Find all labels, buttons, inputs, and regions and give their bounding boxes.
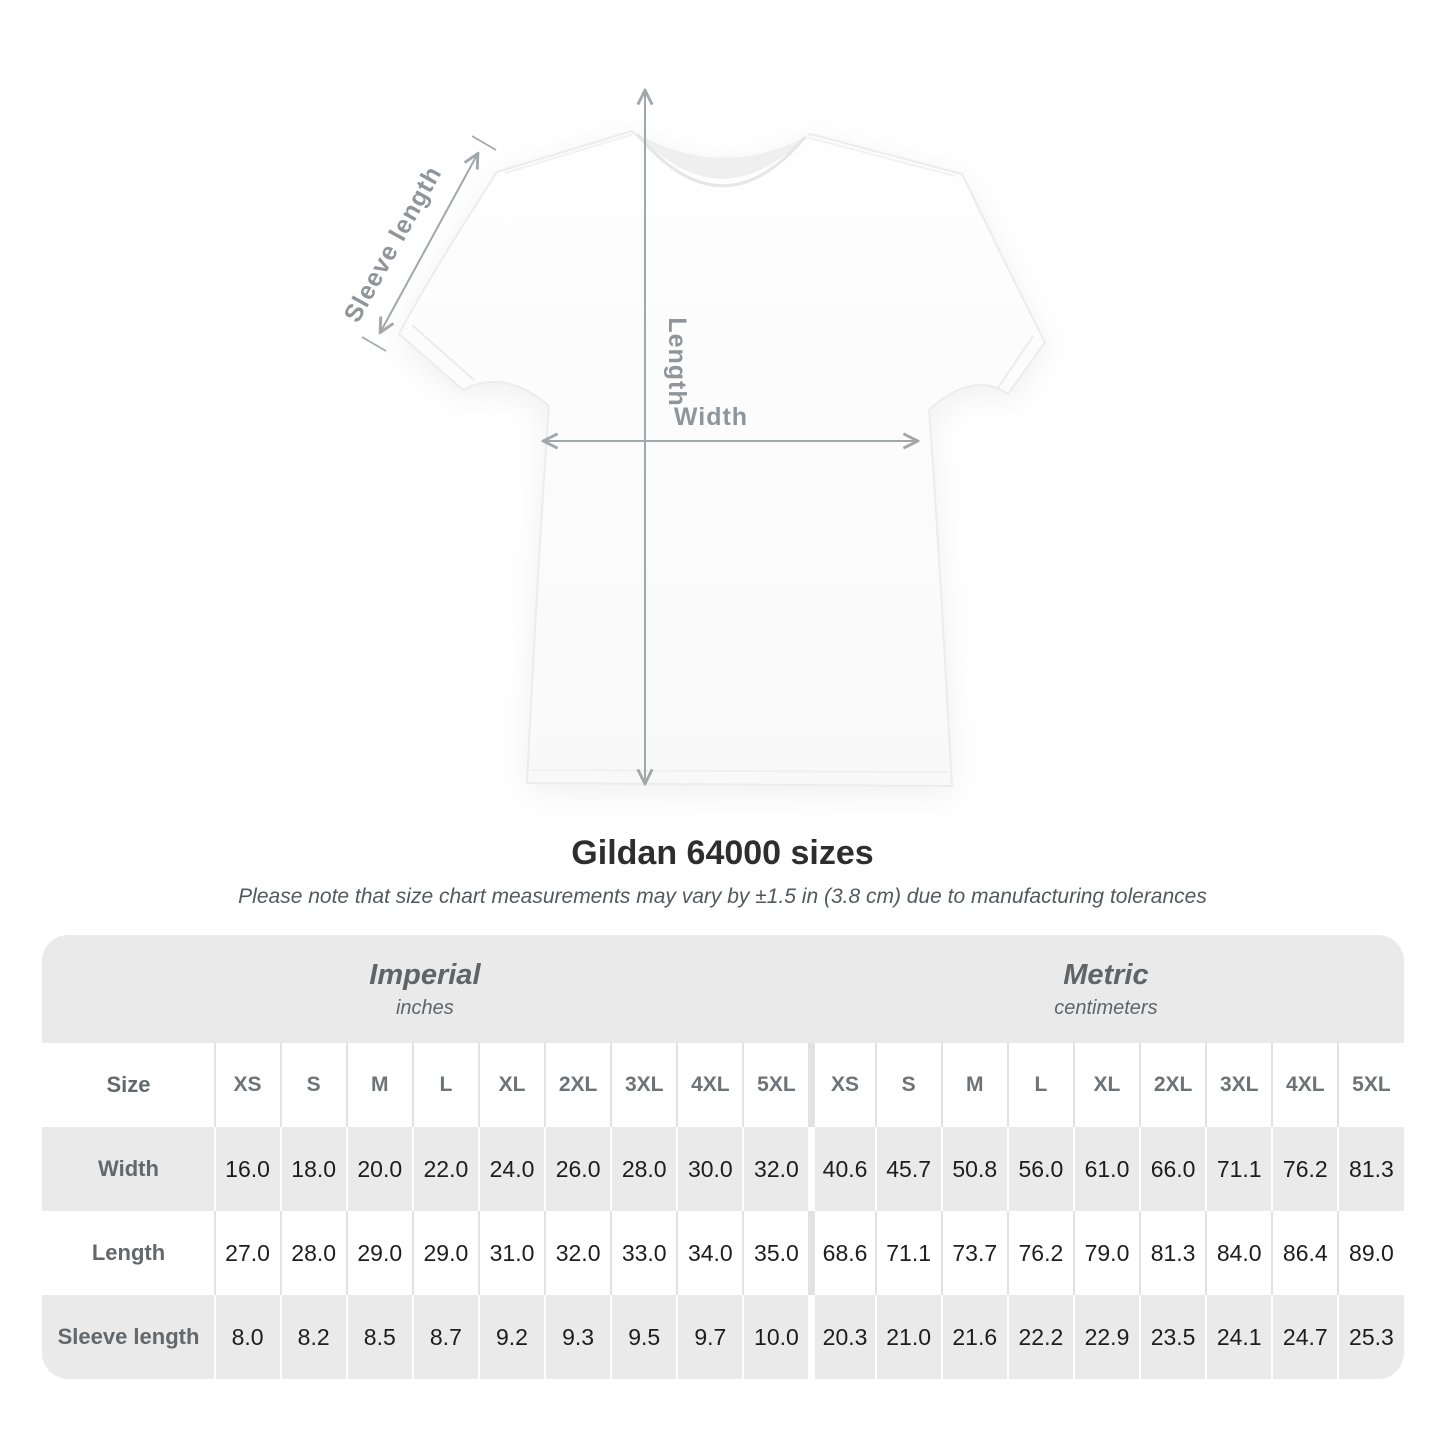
value-cell: 29.0: [346, 1211, 412, 1295]
value-cell: 20.3: [808, 1295, 874, 1379]
size-header-cell-metric-s: S: [875, 1043, 941, 1127]
value-cell: 9.7: [676, 1295, 742, 1379]
page-title: Gildan 64000 sizes: [571, 834, 874, 872]
size-header-cell-imperial-l: L: [412, 1043, 478, 1127]
value-cell: 9.3: [544, 1295, 610, 1379]
size-header-row: [42, 1043, 1404, 1127]
value-cell: 84.0: [1205, 1211, 1271, 1295]
page-subtitle: Please note that size chart measurements may vary by ±1.5 in (3.8 cm) due to manufacturing tolerances: [238, 885, 1207, 908]
value-cell: 76.2: [1271, 1127, 1337, 1211]
value-cell: 68.6: [808, 1211, 874, 1295]
value-cell: 24.1: [1205, 1295, 1271, 1379]
value-cell: 8.5: [346, 1295, 412, 1379]
table-header-band: [42, 935, 1404, 1043]
value-cell: 8.2: [280, 1295, 346, 1379]
value-cell: 22.0: [412, 1127, 478, 1211]
value-cell: 8.7: [412, 1295, 478, 1379]
row-label-cell: Length: [42, 1211, 214, 1295]
value-cell: 20.0: [346, 1127, 412, 1211]
size-header-cell-imperial-5xl: 5XL: [742, 1043, 808, 1127]
size-header-cell-metric-2xl: 2XL: [1139, 1043, 1205, 1127]
table-row-length: [42, 1211, 1404, 1295]
size-header-cell-imperial-xl: XL: [478, 1043, 544, 1127]
value-cell: 10.0: [742, 1295, 808, 1379]
value-cell: 32.0: [742, 1127, 808, 1211]
size-header-cell-imperial-2xl: 2XL: [544, 1043, 610, 1127]
value-cell: 24.7: [1271, 1295, 1337, 1379]
table-row-width: [42, 1127, 1404, 1211]
size-table-body: [42, 1043, 1404, 1379]
value-cell: 23.5: [1139, 1295, 1205, 1379]
value-cell: 18.0: [280, 1127, 346, 1211]
size-header-cell-imperial-xs: XS: [214, 1043, 280, 1127]
value-cell: 16.0: [214, 1127, 280, 1211]
tshirt-image: [399, 131, 1045, 786]
width-label: Width: [673, 403, 749, 431]
value-cell: 81.3: [1139, 1211, 1205, 1295]
imperial-section-header: Imperial: [369, 958, 481, 991]
imperial-section: [42, 935, 809, 1043]
imperial-section-sublabel: inches: [395, 996, 454, 1019]
size-header-cell-metric-xl: XL: [1073, 1043, 1139, 1127]
size-header-cell-imperial-3xl: 3XL: [610, 1043, 676, 1127]
value-cell: 8.0: [214, 1295, 280, 1379]
value-cell: 79.0: [1073, 1211, 1139, 1295]
size-header-cell-metric-m: M: [941, 1043, 1007, 1127]
metric-section: [808, 935, 1403, 1043]
value-cell: 50.8: [941, 1127, 1007, 1211]
size-header-cell-metric-5xl: 5XL: [1337, 1043, 1403, 1127]
value-cell: 45.7: [875, 1127, 941, 1211]
value-cell: 40.6: [808, 1127, 874, 1211]
value-cell: 66.0: [1139, 1127, 1205, 1211]
value-cell: 27.0: [214, 1211, 280, 1295]
table-row-sleeve-length: [42, 1295, 1404, 1379]
size-header-cell-metric-l: L: [1007, 1043, 1073, 1127]
value-cell: 33.0: [610, 1211, 676, 1295]
value-cell: 34.0: [676, 1211, 742, 1295]
metric-section-sublabel: centimeters: [1054, 996, 1158, 1019]
value-cell: 28.0: [280, 1211, 346, 1295]
row-label-cell: Sleeve length: [42, 1295, 214, 1379]
size-column-header: Size: [42, 1043, 214, 1127]
length-label: Length: [663, 317, 691, 407]
value-cell: 9.2: [478, 1295, 544, 1379]
value-cell: 9.5: [610, 1295, 676, 1379]
row-label-cell: Width: [42, 1127, 214, 1211]
value-cell: 22.9: [1073, 1295, 1139, 1379]
value-cell: 73.7: [941, 1211, 1007, 1295]
sleeve-length-label: Sleeve length: [338, 161, 448, 328]
value-cell: 21.0: [875, 1295, 941, 1379]
value-cell: 86.4: [1271, 1211, 1337, 1295]
value-cell: 89.0: [1337, 1211, 1403, 1295]
value-cell: 24.0: [478, 1127, 544, 1211]
size-header-cell-imperial-4xl: 4XL: [676, 1043, 742, 1127]
value-cell: 25.3: [1337, 1295, 1403, 1379]
size-header-cell-imperial-s: S: [280, 1043, 346, 1127]
size-chart: [42, 935, 1404, 1379]
value-cell: 22.2: [1007, 1295, 1073, 1379]
size-table: [42, 1043, 1404, 1379]
value-cell: 21.6: [941, 1295, 1007, 1379]
value-cell: 29.0: [412, 1211, 478, 1295]
value-cell: 28.0: [610, 1127, 676, 1211]
value-cell: 30.0: [676, 1127, 742, 1211]
value-cell: 56.0: [1007, 1127, 1073, 1211]
value-cell: 35.0: [742, 1211, 808, 1295]
value-cell: 26.0: [544, 1127, 610, 1211]
value-cell: 81.3: [1337, 1127, 1403, 1211]
value-cell: 76.2: [1007, 1211, 1073, 1295]
value-cell: 71.1: [875, 1211, 941, 1295]
value-cell: 61.0: [1073, 1127, 1139, 1211]
size-header-cell-imperial-m: M: [346, 1043, 412, 1127]
value-cell: 31.0: [478, 1211, 544, 1295]
size-header-cell-metric-3xl: 3XL: [1205, 1043, 1271, 1127]
metric-section-header: Metric: [1063, 958, 1149, 991]
size-header-cell-metric-4xl: 4XL: [1271, 1043, 1337, 1127]
value-cell: 71.1: [1205, 1127, 1271, 1211]
value-cell: 32.0: [544, 1211, 610, 1295]
size-header-cell-metric-xs: XS: [808, 1043, 874, 1127]
